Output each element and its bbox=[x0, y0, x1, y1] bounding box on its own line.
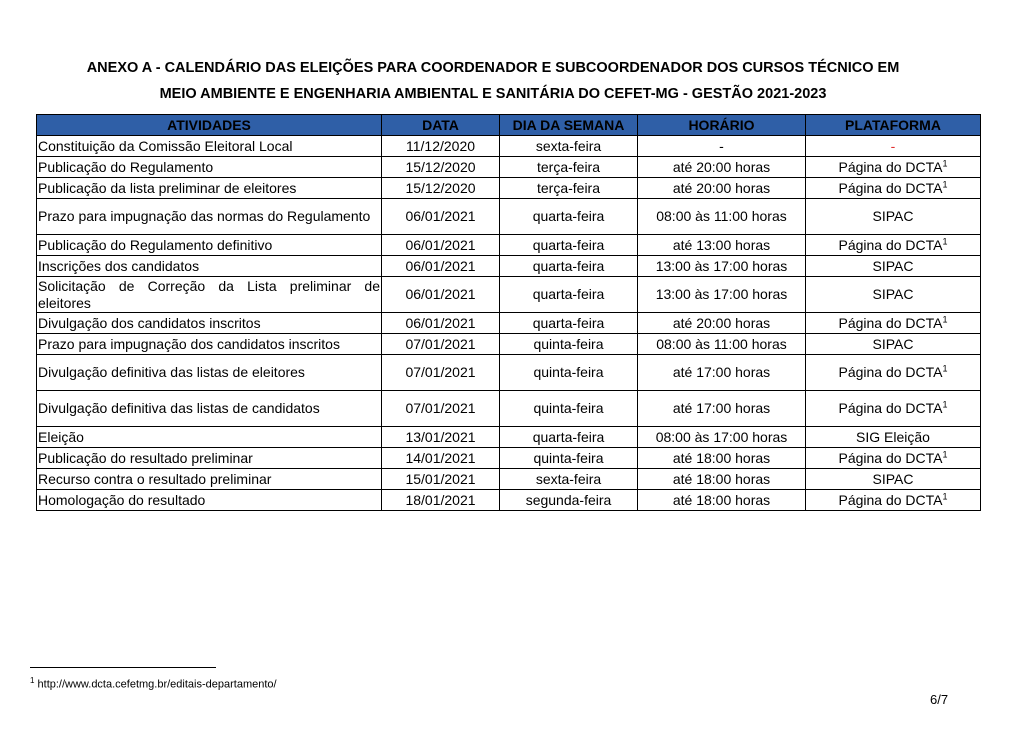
footnote-reference: 1 bbox=[942, 235, 948, 246]
table-row bbox=[37, 235, 981, 256]
cell-plataforma bbox=[806, 490, 981, 511]
cell-data: 15/12/2020 bbox=[382, 178, 500, 199]
table-row bbox=[37, 157, 981, 178]
header-data: DATA bbox=[382, 115, 500, 136]
cell-plataforma bbox=[806, 355, 981, 391]
cell-dia-semana: quarta-feira bbox=[500, 256, 638, 277]
cell-data: 14/01/2021 bbox=[382, 448, 500, 469]
cell-horario: até 13:00 horas bbox=[638, 235, 806, 256]
table-row bbox=[37, 427, 981, 448]
cell-dia-semana: terça-feira bbox=[500, 157, 638, 178]
plataforma-label: Página do DCTA bbox=[838, 449, 943, 466]
table-row bbox=[37, 199, 981, 235]
table-header-row bbox=[37, 115, 981, 136]
table-row bbox=[37, 178, 981, 199]
cell-data: 15/01/2021 bbox=[382, 469, 500, 490]
footnote bbox=[30, 676, 277, 691]
table-row bbox=[37, 136, 981, 157]
election-calendar-table bbox=[36, 114, 981, 511]
footnote-reference: 1 bbox=[942, 313, 948, 324]
plataforma-label: Página do DCTA bbox=[838, 179, 943, 196]
cell-horario: 08:00 às 17:00 horas bbox=[638, 427, 806, 448]
cell-data: 06/01/2021 bbox=[382, 277, 500, 313]
cell-plataforma bbox=[806, 235, 981, 256]
cell-atividade: Prazo para impugnação das normas do Regulamento bbox=[37, 199, 382, 235]
cell-data: 07/01/2021 bbox=[382, 355, 500, 391]
cell-plataforma bbox=[806, 313, 981, 334]
cell-atividade: Constituição da Comissão Eleitoral Local bbox=[37, 136, 382, 157]
footnote-reference: 1 bbox=[942, 490, 948, 501]
cell-horario: 08:00 às 11:00 horas bbox=[638, 334, 806, 355]
cell-dia-semana: quinta-feira bbox=[500, 334, 638, 355]
table-row bbox=[37, 355, 981, 391]
plataforma-label: SIPAC bbox=[872, 470, 914, 487]
cell-horario: até 20:00 horas bbox=[638, 178, 806, 199]
cell-plataforma bbox=[806, 157, 981, 178]
plataforma-label: SIPAC bbox=[872, 335, 914, 352]
cell-atividade: Divulgação dos candidatos inscritos bbox=[37, 313, 382, 334]
table-row bbox=[37, 313, 981, 334]
cell-atividade: Solicitação de Correção da Lista preliminar de eleitores bbox=[38, 277, 380, 311]
document-title-line-1: ANEXO A - CALENDÁRIO DAS ELEIÇÕES PARA COORDENADOR E SUBCOORDENADOR DOS CURSOS TÉCNICO EM bbox=[86, 60, 900, 76]
cell-horario: até 18:00 horas bbox=[638, 448, 806, 469]
plataforma-label: Página do DCTA bbox=[838, 400, 943, 416]
cell-dia-semana: terça-feira bbox=[500, 178, 638, 199]
cell-data: 11/12/2020 bbox=[382, 136, 500, 157]
cell-dia-semana: quarta-feira bbox=[500, 199, 638, 235]
header-dia-semana: DIA DA SEMANA bbox=[500, 115, 638, 136]
cell-plataforma bbox=[806, 178, 981, 199]
cell-horario: até 18:00 horas bbox=[638, 490, 806, 511]
footnote-marker: 1 bbox=[30, 676, 35, 685]
plataforma-label: Página do DCTA bbox=[838, 491, 943, 508]
cell-plataforma bbox=[806, 391, 981, 427]
cell-dia-semana: quarta-feira bbox=[500, 313, 638, 334]
cell-dia-semana: quinta-feira bbox=[500, 391, 638, 427]
cell-data: 07/01/2021 bbox=[382, 391, 500, 427]
plataforma-label: Página do DCTA bbox=[838, 364, 943, 380]
table-row bbox=[37, 256, 981, 277]
cell-plataforma bbox=[806, 448, 981, 469]
cell-horario: - bbox=[638, 136, 806, 157]
plataforma-label: SIG Eleição bbox=[856, 428, 930, 445]
cell-atividade: Inscrições dos candidatos bbox=[37, 256, 382, 277]
table-row bbox=[37, 490, 981, 511]
cell-plataforma bbox=[806, 256, 981, 277]
cell-horario: até 20:00 horas bbox=[638, 313, 806, 334]
cell-plataforma bbox=[806, 136, 981, 157]
plataforma-label: SIPAC bbox=[872, 257, 914, 274]
cell-data: 06/01/2021 bbox=[382, 256, 500, 277]
table-row bbox=[37, 469, 981, 490]
table-row bbox=[37, 391, 981, 427]
cell-dia-semana: quinta-feira bbox=[500, 448, 638, 469]
cell-plataforma bbox=[806, 469, 981, 490]
cell-horario: 13:00 às 17:00 horas bbox=[638, 256, 806, 277]
cell-atividade: Prazo para impugnação dos candidatos inscritos bbox=[37, 334, 382, 355]
cell-plataforma bbox=[806, 334, 981, 355]
cell-horario: até 18:00 horas bbox=[638, 469, 806, 490]
footnote-reference: 1 bbox=[942, 157, 948, 168]
plataforma-label: Página do DCTA bbox=[838, 158, 943, 175]
cell-horario: até 20:00 horas bbox=[638, 157, 806, 178]
header-plataforma: PLATAFORMA bbox=[806, 115, 981, 136]
cell-horario: até 17:00 horas bbox=[638, 355, 806, 391]
cell-data: 06/01/2021 bbox=[382, 235, 500, 256]
cell-dia-semana: sexta-feira bbox=[500, 469, 638, 490]
plataforma-label: SIPAC bbox=[872, 286, 914, 302]
cell-atividade: Publicação da lista preliminar de eleitores bbox=[37, 178, 382, 199]
plataforma-label: - bbox=[890, 137, 896, 154]
cell-atividade: Publicação do resultado preliminar bbox=[37, 448, 382, 469]
footnote-separator bbox=[30, 667, 216, 668]
cell-data: 15/12/2020 bbox=[382, 157, 500, 178]
cell-plataforma bbox=[806, 277, 981, 313]
cell-horario: até 17:00 horas bbox=[638, 391, 806, 427]
plataforma-label: Página do DCTA bbox=[838, 314, 943, 331]
footnote-reference: 1 bbox=[942, 399, 948, 410]
document-title-line-2: MEIO AMBIENTE E ENGENHARIA AMBIENTAL E SANITÁRIA DO CEFET-MG - GESTÃO 2021-2023 bbox=[159, 86, 827, 102]
cell-data: 18/01/2021 bbox=[382, 490, 500, 511]
cell-dia-semana: quarta-feira bbox=[500, 277, 638, 313]
plataforma-label: Página do DCTA bbox=[838, 236, 943, 253]
footnote-reference: 1 bbox=[942, 178, 948, 189]
footnote-link-text[interactable]: http://www.dcta.cefetmg.br/editais-departamento/ bbox=[37, 678, 277, 691]
cell-data: 06/01/2021 bbox=[382, 313, 500, 334]
table-row bbox=[37, 277, 981, 313]
table-row bbox=[37, 448, 981, 469]
cell-plataforma bbox=[806, 427, 981, 448]
cell-atividade: Publicação do Regulamento bbox=[37, 157, 382, 178]
cell-atividade: Homologação do resultado bbox=[37, 490, 382, 511]
cell-atividade: Eleição bbox=[37, 427, 382, 448]
cell-data: 06/01/2021 bbox=[382, 199, 500, 235]
cell-atividade: Divulgação definitiva das listas de eleitores bbox=[37, 355, 382, 391]
table-row bbox=[37, 334, 981, 355]
cell-plataforma bbox=[806, 199, 981, 235]
cell-data: 07/01/2021 bbox=[382, 334, 500, 355]
cell-dia-semana: quarta-feira bbox=[500, 427, 638, 448]
header-atividades: ATIVIDADES bbox=[37, 115, 382, 136]
cell-dia-semana: segunda-feira bbox=[500, 490, 638, 511]
cell-horario: 08:00 às 11:00 horas bbox=[638, 199, 806, 235]
cell-horario: 13:00 às 17:00 horas bbox=[638, 277, 806, 313]
plataforma-label: SIPAC bbox=[872, 208, 914, 224]
cell-dia-semana: quinta-feira bbox=[500, 355, 638, 391]
cell-atividade: Recurso contra o resultado preliminar bbox=[37, 469, 382, 490]
page-number: 6/7 bbox=[930, 692, 949, 707]
cell-atividade: Divulgação definitiva das listas de candidatos bbox=[37, 391, 382, 427]
footnote-reference: 1 bbox=[942, 448, 948, 459]
table-body bbox=[37, 136, 981, 511]
cell-dia-semana: quarta-feira bbox=[500, 235, 638, 256]
cell-atividade: Publicação do Regulamento definitivo bbox=[37, 235, 382, 256]
header-horario: HORÁRIO bbox=[638, 115, 806, 136]
cell-data: 13/01/2021 bbox=[382, 427, 500, 448]
cell-dia-semana: sexta-feira bbox=[500, 136, 638, 157]
footnote-reference: 1 bbox=[942, 363, 948, 374]
